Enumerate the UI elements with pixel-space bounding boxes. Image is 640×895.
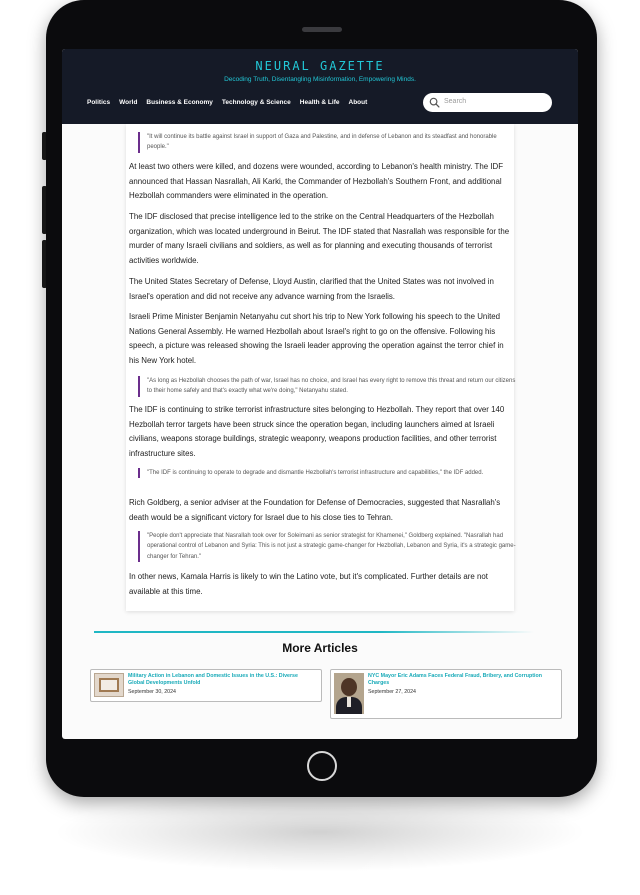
- article-title[interactable]: NYC Mayor Eric Adams Faces Federal Fraud, Bribery, and Corruption Charges: [368, 673, 542, 687]
- site-tagline: Decoding Truth, Disentangling Misinformation, Empowering Minds.: [224, 76, 416, 83]
- article-card-adams[interactable]: [330, 669, 562, 719]
- article-card-lebanon[interactable]: [90, 669, 322, 702]
- section-divider: [94, 631, 534, 633]
- site-logo[interactable]: NEURAL GAZETTE: [255, 59, 385, 73]
- paragraph-casualties: At least two others were killed, and dozens were wounded, according to Lebanon's health ministry. The IDF announced that Hassan Nasrallah, Ali Karki, the Commander of Hezbollah's Southern Front, and additional Hezbollah commanders were eliminated in the operation.: [129, 162, 504, 200]
- more-articles-heading: More Articles: [282, 641, 358, 655]
- device-speaker: [302, 27, 342, 32]
- article-date: September 27, 2024: [368, 689, 417, 695]
- nav-item-politics[interactable]: Politics: [87, 99, 111, 106]
- nav-item-technology-science[interactable]: Technology & Science: [221, 99, 291, 106]
- device-home-button[interactable]: [307, 751, 337, 781]
- paragraph-netanyahu: Israeli Prime Minister Benjamin Netanyahu cut short his trip to New York following his speech to the United Nations General Assembly. He warned Hezbollah about Israel's right to go on the offensive. Following his speech, a picture was released showing the Israeli leader approving the operation against the terror chief in his New York hotel.: [129, 312, 504, 365]
- paragraph-goldberg: Rich Goldberg, a senior adviser at the Foundation for Defense of Democracies, suggested that Nasrallah's death would be a significant victory for Israel due to his close ties to Tehran.: [129, 498, 501, 522]
- quote-lebanon-support: "It will continue its battle against Israel in support of Gaza and Palestine, and in defense of Lebanon and its steadfast and honorable people.": [138, 132, 517, 153]
- screen: [62, 49, 578, 739]
- article-date: September 30, 2024: [128, 689, 177, 695]
- device-shadow: [52, 792, 588, 872]
- site-header: [62, 49, 578, 124]
- quote-netanyahu: "As long as Hezbollah chooses the path of war, Israel has no choice, and Israel has every right to remove this threat and return our citizens to their home safely and that's exactly what we're doing," Netanyahu stated.: [138, 376, 517, 397]
- paragraph-us-defense: The United States Secretary of Defense, Lloyd Austin, clarified that the United States was not involved in Israel's operation and did not receive any advance warning from the Israelis.: [129, 277, 494, 301]
- nav-item-world[interactable]: World: [119, 99, 138, 106]
- paragraph-idf-strikes: The IDF is continuing to strike terrorist infrastructure sites belonging to Hezbollah. They report that over 140 Hezbollah terror targets have been struck since the operation began, including launchers aimed at Israeli civilians, weapons storage buildings, strategic weaponry, weapons production facilities, and other terrorist infrastructure sites.: [129, 405, 505, 458]
- quote-goldberg: "People don't appreciate that Nasrallah took over for Soleimani as senior strategist for Khamenei," Goldberg explained. "Nasrallah had operational control of Lebanon and Syria: This is not just a strategic game-changer for Hezbollah, Lebanon and Syria, it's a strategic game-changer for Tehran.": [138, 531, 517, 562]
- paragraph-intelligence: The IDF disclosed that precise intelligence led to the strike on the Central Headquarters of the Hezbollah organization, which was located underground in Beirut. The IDF stated that Nasrallah was responsible for the murder of many Israeli civilians and soldiers, as well as for planning and executing thousands of terrorist activities worldwide.: [129, 212, 510, 265]
- nav-item-health-life[interactable]: Health & Life: [299, 99, 340, 106]
- article-thumbnail: [94, 673, 124, 697]
- nav-item-about[interactable]: About: [348, 99, 368, 106]
- main-nav: [87, 99, 367, 106]
- article-title[interactable]: Military Action in Lebanon and Domestic Issues in the U.S.: Diverse Global Developments Unfold: [128, 673, 298, 687]
- quote-idf: "The IDF is continuing to operate to degrade and dismantle Hezbollah's terrorist infrastructure and capabilities," the IDF added.: [138, 468, 517, 478]
- search-input[interactable]: [423, 93, 552, 112]
- search-icon: [429, 97, 440, 108]
- article-thumbnail: [334, 673, 364, 714]
- nav-item-business-economy[interactable]: Business & Economy: [146, 99, 213, 106]
- paragraph-other-news: In other news, Kamala Harris is likely to win the Latino vote, but it's complicated. Further details are not available at this time.: [129, 572, 488, 596]
- search-placeholder: Search: [444, 98, 467, 105]
